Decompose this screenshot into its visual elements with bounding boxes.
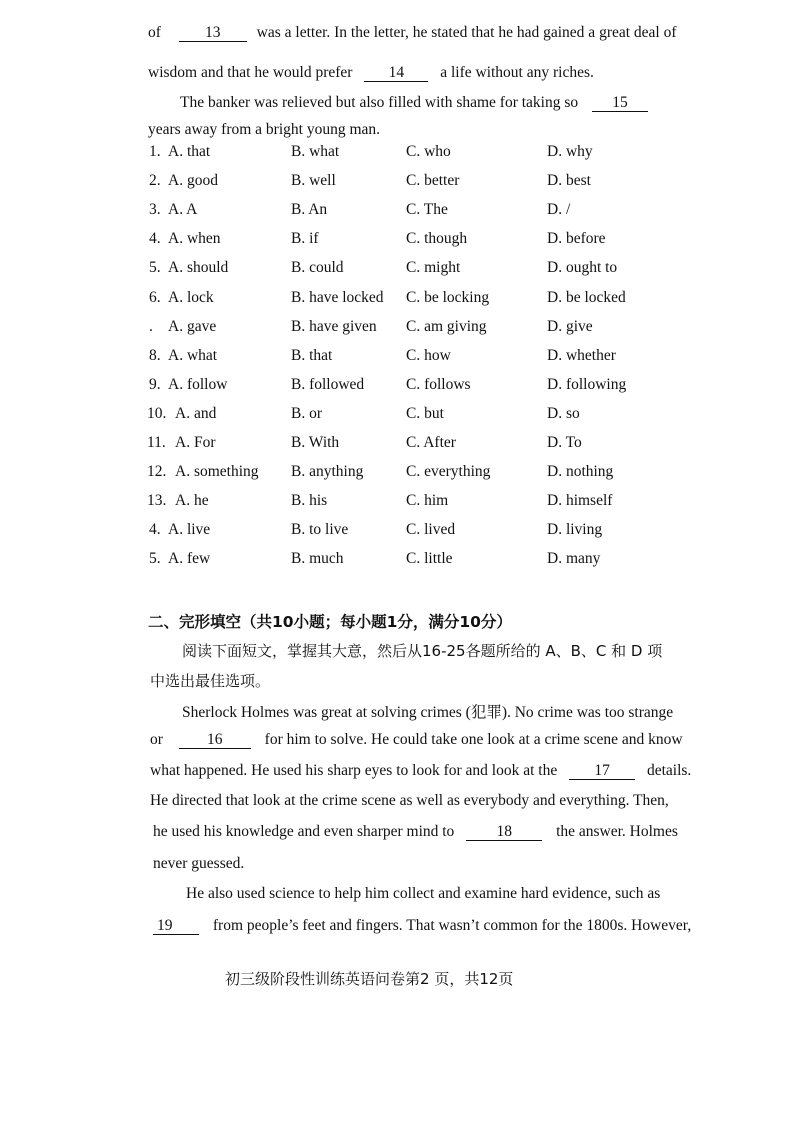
option-d: D. To xyxy=(547,434,582,451)
question-number: 9. xyxy=(149,376,161,393)
text: never guessed. xyxy=(153,855,245,872)
section-heading: 二、完形填空（共10小题；每小题1分，满分10分） xyxy=(148,613,512,631)
option-b: B. have locked xyxy=(291,289,384,306)
text: The banker was relieved but also filled with shame for taking so xyxy=(180,94,579,111)
option-c: C. him xyxy=(406,492,449,509)
option-a: A. and xyxy=(175,405,217,422)
option-a: A. what xyxy=(168,347,218,364)
passage-line xyxy=(150,762,691,780)
option-a: A. For xyxy=(175,434,216,451)
text: the answer. Holmes xyxy=(556,823,678,840)
passage-line xyxy=(150,731,683,749)
option-c: C. After xyxy=(406,434,456,451)
option-c: C. follows xyxy=(406,376,471,393)
instruction-line xyxy=(150,670,270,691)
passage-line xyxy=(153,917,691,935)
blank-13: 13 xyxy=(179,25,247,42)
option-a: A. something xyxy=(175,463,259,480)
option-c: C. who xyxy=(406,143,451,160)
option-b: B. that xyxy=(291,347,333,364)
option-b: B. his xyxy=(291,492,328,509)
question-number: . xyxy=(149,318,153,335)
option-c: C. The xyxy=(406,201,448,218)
blank-15: 15 xyxy=(592,95,648,112)
option-c: C. how xyxy=(406,347,451,364)
option-d: D. give xyxy=(547,318,593,335)
text: what happened. He used his sharp eyes to look for and look at the xyxy=(150,762,558,779)
option-a: A. few xyxy=(168,550,211,567)
passage-line xyxy=(153,823,678,841)
option-b: B. An xyxy=(291,201,328,218)
option-a: A. good xyxy=(168,172,218,189)
option-c: C. lived xyxy=(406,521,456,538)
text: he used his knowledge and even sharper mind to xyxy=(153,823,455,840)
option-d: D. be locked xyxy=(547,289,626,306)
option-d: D. before xyxy=(547,230,606,247)
text: of xyxy=(148,24,161,41)
option-c: C. am giving xyxy=(406,318,487,335)
passage-line xyxy=(150,792,669,810)
option-a: A. A xyxy=(168,201,198,218)
question-number: 5. xyxy=(149,550,161,567)
blank-16: 16 xyxy=(179,732,251,749)
text: a life without any riches. xyxy=(440,64,594,81)
option-d: D. why xyxy=(547,143,593,160)
passage-line xyxy=(148,121,380,139)
text: wisdom and that he would prefer xyxy=(148,64,353,81)
option-b: B. well xyxy=(291,172,336,189)
option-b: B. followed xyxy=(291,376,365,393)
option-a: A. follow xyxy=(168,376,228,393)
blank-19: 19 xyxy=(153,918,199,935)
option-c: C. though xyxy=(406,230,468,247)
option-b: B. With xyxy=(291,434,340,451)
text: details. xyxy=(646,762,692,779)
option-b: B. much xyxy=(291,550,344,567)
option-a: A. when xyxy=(168,230,221,247)
option-d: D. living xyxy=(547,521,603,538)
text: 中选出最佳选项。 xyxy=(150,672,271,690)
option-d: D. so xyxy=(547,405,580,422)
option-a: A. that xyxy=(168,143,211,160)
option-d: D. ought to xyxy=(547,259,618,276)
option-a: A. he xyxy=(175,492,209,509)
option-d: D. following xyxy=(547,376,627,393)
option-c: C. be locking xyxy=(406,289,490,306)
option-a: A. lock xyxy=(168,289,214,306)
blank-14: 14 xyxy=(364,65,428,82)
option-b: B. anything xyxy=(291,463,364,480)
text: He directed that look at the crime scene as well as everybody and everything. Then, xyxy=(150,792,669,809)
option-a: A. gave xyxy=(168,318,217,335)
option-b: B. to live xyxy=(291,521,349,538)
question-number: 12. xyxy=(147,463,167,480)
passage-line xyxy=(148,24,677,42)
passage-line xyxy=(180,94,648,112)
option-c: C. better xyxy=(406,172,460,189)
passage-line xyxy=(148,64,594,82)
question-number: 5. xyxy=(149,259,161,276)
question-number: 10. xyxy=(147,405,167,422)
option-b: B. or xyxy=(291,405,322,422)
text: was a letter. In the letter, he stated that he had gained a great deal of xyxy=(256,24,677,41)
passage-line xyxy=(182,700,673,722)
question-number: 11. xyxy=(147,434,166,451)
question-number: 4. xyxy=(149,230,161,247)
question-number: 6. xyxy=(149,289,161,306)
option-a: A. should xyxy=(168,259,229,276)
option-b: B. if xyxy=(291,230,319,247)
option-b: B. have given xyxy=(291,318,377,335)
option-d: D. / xyxy=(547,201,571,218)
option-d: D. whether xyxy=(547,347,616,364)
question-number: 2. xyxy=(149,172,161,189)
option-a: A. live xyxy=(168,521,211,538)
option-d: D. best xyxy=(547,172,591,189)
text: for him to solve. He could take one look at a crime scene and know xyxy=(264,731,683,748)
text: Sherlock Holmes was great at solving crimes (犯罪). No crime was too strange xyxy=(182,704,674,721)
option-d: D. many xyxy=(547,550,601,567)
option-d: D. nothing xyxy=(547,463,614,480)
question-number: 13. xyxy=(147,492,167,509)
question-number: 3. xyxy=(149,201,161,218)
option-c: C. might xyxy=(406,259,461,276)
question-number: 4. xyxy=(149,521,161,538)
text: or xyxy=(150,731,163,748)
question-number: 8. xyxy=(149,347,161,364)
option-c: C. but xyxy=(406,405,444,422)
blank-17: 17 xyxy=(569,763,635,780)
question-number: 1. xyxy=(149,143,161,160)
text: 阅读下面短文，掌握其大意，然后从16-25各题所给的 A、B、C 和 D 项 xyxy=(182,642,663,660)
passage-line xyxy=(186,885,660,903)
option-c: C. everything xyxy=(406,463,491,480)
option-b: B. what xyxy=(291,143,340,160)
passage-line xyxy=(153,855,244,873)
page-footer: 初三级阶段性训练英语问卷第2 页，共12页 xyxy=(225,970,514,988)
option-d: D. himself xyxy=(547,492,613,509)
text: from people’s feet and fingers. That wasn’t common for the 1800s. However, xyxy=(212,917,692,934)
option-c: C. little xyxy=(406,550,453,567)
blank-18: 18 xyxy=(466,824,542,841)
instruction-line xyxy=(182,640,662,661)
text: years away from a bright young man. xyxy=(148,121,381,138)
text: He also used science to help him collect and examine hard evidence, such as xyxy=(186,885,661,902)
option-b: B. could xyxy=(291,259,344,276)
